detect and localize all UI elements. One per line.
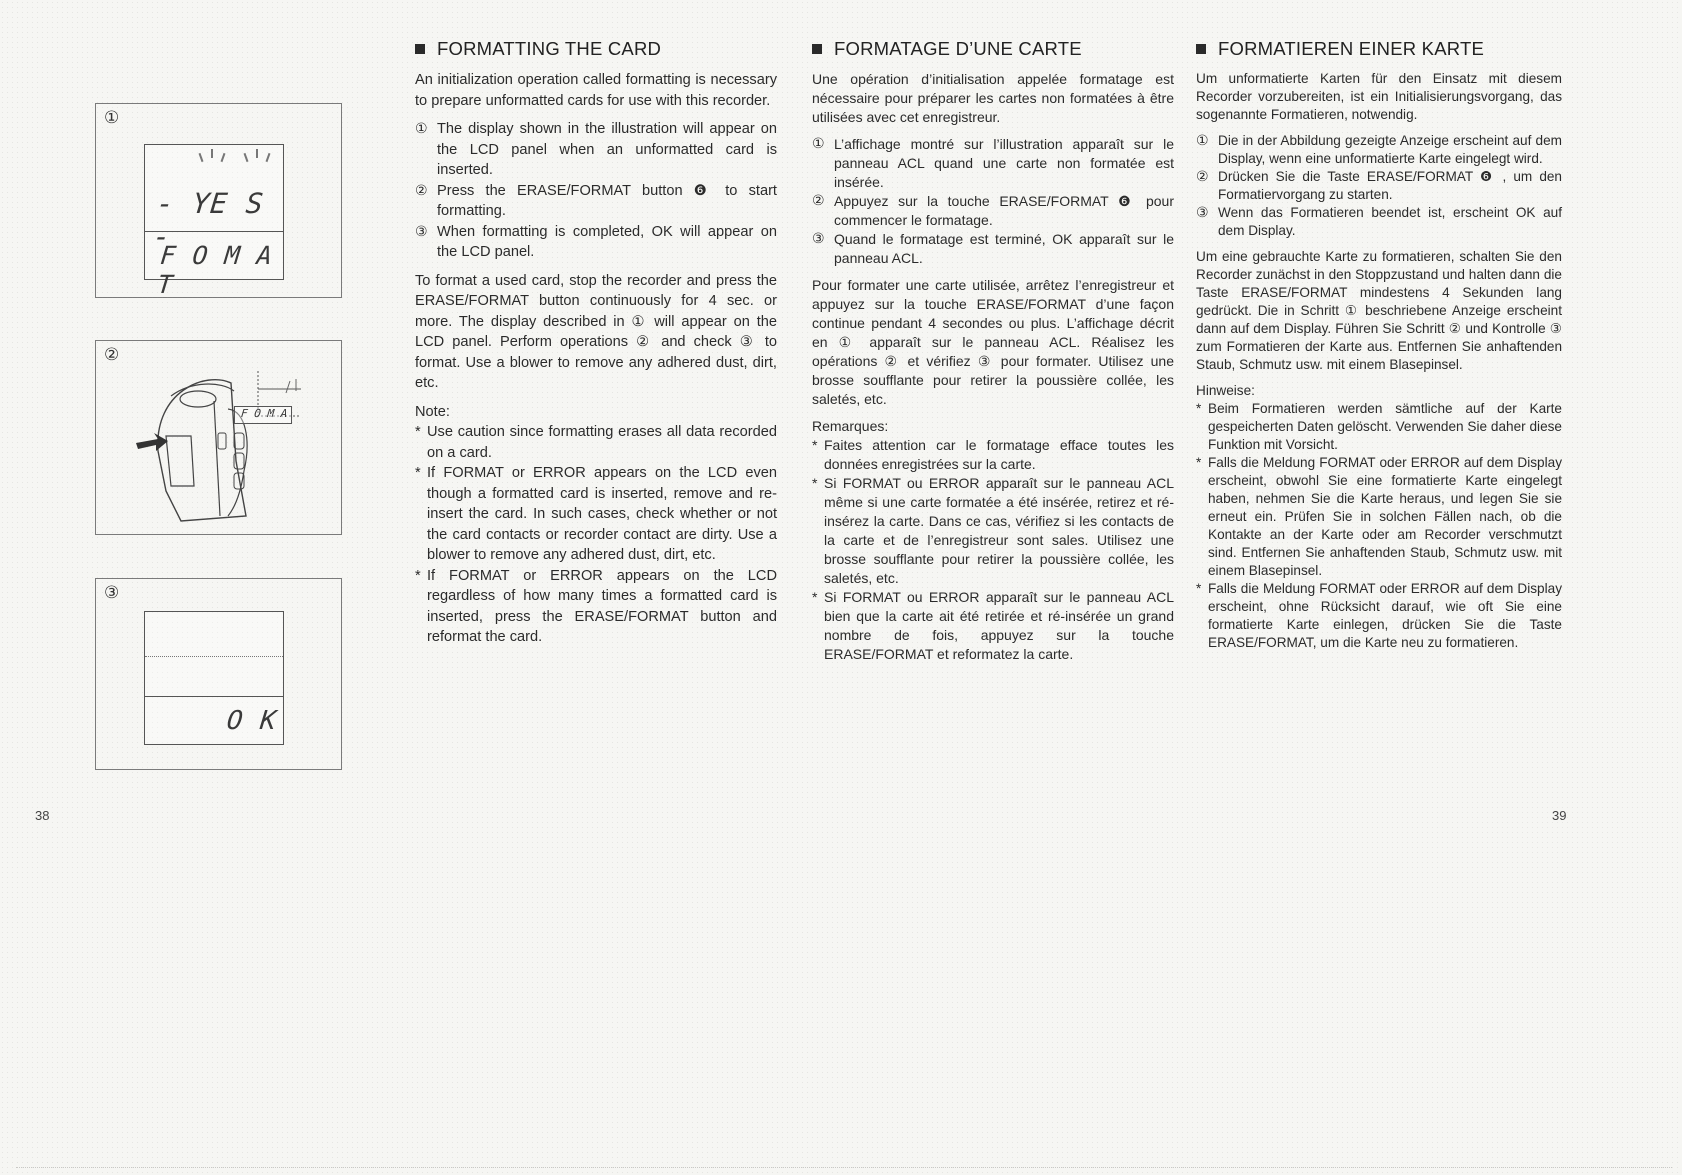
body-fr: Pour formater une carte utilisée, arrêtez l’enregistreur et appuyez sur la touche ERASE/FORMAT d’une façon continue pendant 4 secondes ou plus. L’affichage décrit en ① apparaît sur le panneau ACL. Réalisez les opérations ② et vérifiez ③ pour formater. Utilisez une brosse soufflante pour retirer la poussière collée, les saletés, etc.: [812, 277, 1174, 407]
figure-1: [95, 103, 342, 298]
note-item: * Si FORMAT ou ERROR apparaît sur le panneau ACL bien que la carte ait été retirée et ré-insérée un grand nombre de fois, appuyez sur la touche ERASE/FORMAT et reformatez la carte.: [812, 589, 1174, 662]
lcd-small-text: F O M A: [240, 407, 289, 420]
intro-fr: Une opération d’initialisation appelée formatage est nécessaire pour préparer les cartes non formatées à être utilisées avec cet enregistreur.: [812, 71, 1174, 125]
lcd-panel: [144, 144, 284, 299]
note-item: * If FORMAT or ERROR appears on the LCD even though a formatted card is inserted, remove and re-insert the card. In such cases, check whether or not the card contacts or recorder contact are dirty. Use a blower to remove any adhered dust, dirt, etc.: [415, 465, 777, 563]
step-item: ③ Wenn das Formatieren beendet ist, erscheint OK auf dem Display.: [1196, 205, 1562, 238]
lcd-panel-ok: [144, 611, 284, 745]
step-item: ① Die in der Abbildung gezeigte Anzeige erscheint auf dem Display, wenn eine unformatierte Karte eingelegt wird.: [1196, 133, 1562, 166]
note-item: * If FORMAT or ERROR appears on the LCD regardless of how many times a formatted card is inserted, press the ERASE/FORMAT button and reformat the card.: [415, 567, 777, 645]
figure-2-number: ②: [104, 345, 120, 365]
figure-3: [95, 578, 342, 770]
step-item: ① L’affichage montré sur l’illustration apparaît sur le panneau ACL quand une carte non formatée est insérée.: [812, 136, 1174, 190]
step-item: ③ Quand le formatage est terminé, OK apparaît sur le panneau ACL.: [812, 231, 1174, 266]
english-column: [415, 38, 777, 648]
note-item: * Use caution since formatting erases all data recorded on a card.: [415, 424, 777, 461]
note-item: * Falls die Meldung FORMAT oder ERROR auf dem Display erscheint, obwohl Sie eine formatierte Karte eingelegt haben, nehmen Sie die Karte heraus, und legen Sie sie erneut ein. Prüfen Sie in solchen Fällen nach, ob die Kontakte an der Karte oder am Recorder verschmutzt sind. Entfernen Sie anhaftenden Staub, Schmutz usw. mit einem Blasepinsel.: [1196, 455, 1562, 578]
steps-fr: [812, 135, 1174, 268]
note-label-fr: Remarques:: [812, 418, 889, 434]
note-item: * Faites attention car le formatage efface toutes les données enregistrées sur la carte.: [812, 437, 1174, 472]
note-item: * Beim Formatieren werden sämtliche auf der Karte gespeicherten Daten gelöscht. Verwenden Sie daher diese Funktion mit Vorsicht.: [1196, 401, 1562, 452]
bullet-square-icon: [415, 44, 425, 54]
step-item: ③ When formatting is completed, OK will appear on the LCD panel.: [415, 223, 777, 260]
recorder-illustration: [96, 341, 341, 534]
figure-3-number: ③: [104, 583, 120, 603]
lcd-panel-small: [234, 406, 292, 424]
lcd-format-text: F O M A T: [155, 241, 275, 299]
page-number-right: 39: [1552, 808, 1567, 823]
lcd-ok-text: O K: [225, 706, 279, 736]
note-label-de: Hinweise:: [1196, 383, 1255, 398]
body-en: To format a used card, stop the recorder and press the ERASE/FORMAT button continuously for 4 sec. or more. The display described in ① will appear on the LCD panel. Perform operations ② and check ③ to format. Use a blower to remove any adhered dust, dirt, etc.: [415, 272, 777, 391]
step-item: ② Press the ERASE/FORMAT button ❻ to start formatting.: [415, 182, 777, 219]
section-title-fr: FORMATAGE D’UNE CARTE: [812, 38, 1174, 60]
page-number-left: 38: [35, 808, 50, 823]
intro-de: Um unformatierte Karten für den Einsatz mit diesem Recorder vorzubereiten, ist ein Initialisierungsvorgang, das sogenannte Formatieren, notwendig.: [1196, 71, 1562, 122]
section-title-de: FORMATIEREN EINER KARTE: [1196, 38, 1562, 60]
note-label-en: Note:: [415, 403, 450, 420]
note-item: * Falls die Meldung FORMAT oder ERROR auf dem Display erscheint, ohne Rücksicht darauf, wie oft Sie eine formatierte Karte einlegen, drücken Sie die Taste ERASE/FORMAT, um die Karte neu zu formatieren.: [1196, 581, 1562, 650]
note-item: * Si FORMAT ou ERROR apparaît sur le panneau ACL même si une carte formatée a été insérée, retirez et ré-insérez la carte. Dans ce cas, vérifiez si les contacts de la carte et de l’enregistreur sont sales. Utilisez une brosse soufflante pour retirer la poussière collée, les saletés, etc.: [812, 475, 1174, 586]
step-item: ② Appuyez sur la touche ERASE/FORMAT ❻ pour commencer le formatage.: [812, 193, 1174, 228]
bullet-square-icon: [1196, 44, 1206, 54]
page-edge: [16, 1167, 1672, 1168]
bullet-square-icon: [812, 44, 822, 54]
intro-en: An initialization operation called formatting is necessary to prepare unformatted cards for use with this recorder.: [415, 72, 777, 109]
step-item: ① The display shown in the illustration will appear on the LCD panel when an unformatted card is inserted.: [415, 121, 777, 178]
figure-2: [95, 340, 342, 535]
figure-1-number: ①: [104, 108, 120, 128]
steps-de: [1196, 132, 1562, 240]
steps-en: [415, 119, 777, 263]
section-title-en: FORMATTING THE CARD: [415, 38, 777, 60]
french-column: [812, 38, 1174, 664]
body-de: Um eine gebrauchte Karte zu formatieren, schalten Sie den Recorder zunächst in den Stoppzustand und halten dann die Taste ERASE/FORMAT mindestens 4 Sekunden lang gedrückt. Die in Schritt ① beschriebene Anzeige erscheint dann auf dem Display. Führen Sie Schritt ② und Kontrolle ③ zum Formatieren der Karte aus. Entfernen Sie anhaftenden Staub, Schmutz usw. mit einem Blasepinsel.: [1196, 249, 1562, 372]
step-item: ② Drücken Sie die Taste ERASE/FORMAT ❻ , um den Formatiervorgang zu starten.: [1196, 169, 1562, 202]
german-column: [1196, 38, 1562, 652]
lcd-yes-text: - YE S -: [151, 187, 266, 253]
